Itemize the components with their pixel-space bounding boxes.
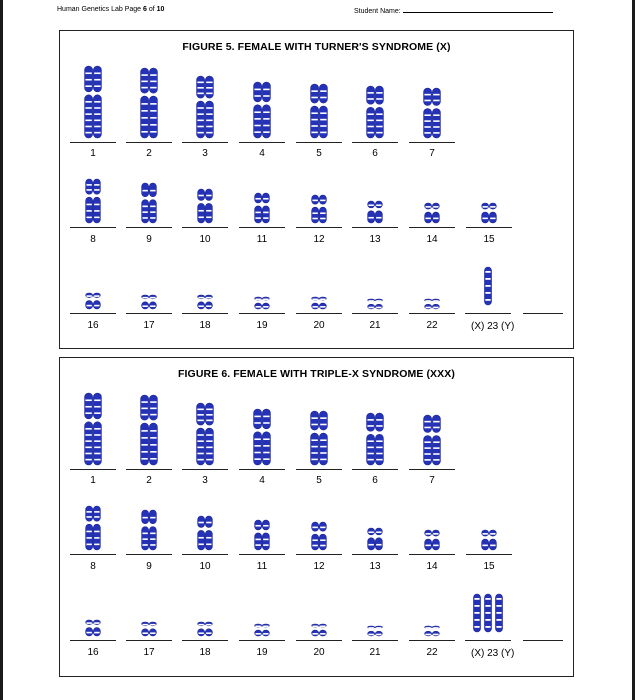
chromosome-number: 20 (313, 320, 325, 331)
sex-chromosome-label: (X) 23 (Y) (471, 648, 515, 659)
chromosome-pair-8 (70, 179, 116, 259)
student-name-field[interactable] (354, 6, 553, 15)
chromosome-baseline (239, 554, 285, 555)
chromosome-number: 2 (146, 475, 152, 486)
page-current: 6 (143, 6, 147, 13)
chromosome-baseline (296, 554, 342, 555)
chromosome-baseline (182, 640, 228, 641)
chromosome-baseline (352, 142, 398, 143)
chromosome-baseline (126, 640, 172, 641)
chromosome-pair-18 (182, 265, 228, 345)
chromosome-number: 9 (146, 561, 152, 572)
page-header-left (57, 6, 164, 13)
chromosome-baseline (239, 469, 285, 470)
chromosome-baseline (466, 554, 512, 555)
figure-6-title: FIGURE 6. FEMALE WITH TRIPLE-X SYNDROME (XXX) (178, 368, 455, 380)
page-total: 10 (156, 6, 165, 13)
chromosome-pair-3 (182, 396, 228, 476)
chromosome-baseline (296, 640, 342, 641)
chromosome-pair-14 (409, 506, 455, 586)
chromosome-pair-16 (70, 592, 116, 672)
chromosome-baseline (70, 313, 116, 314)
chromosome-pair-6 (352, 396, 398, 476)
chromosome-pair-10 (182, 179, 228, 259)
chromosome-baseline (126, 227, 172, 228)
chromosome-baseline (239, 142, 285, 143)
chromosome-number: 7 (429, 148, 435, 159)
chromosome-pair-1 (70, 69, 116, 149)
chromosome-pair-14 (409, 179, 455, 259)
chromosome-number: 22 (426, 320, 438, 331)
chromosome-pair-8 (70, 506, 116, 586)
chromosome-number: 17 (143, 647, 155, 658)
x-chromosome-group (465, 265, 511, 345)
chromosome-number: 15 (483, 234, 495, 245)
chromosome-baseline (70, 640, 116, 641)
chromosome-baseline (182, 469, 228, 470)
chromosome-number: 21 (369, 320, 381, 331)
chromosome-pair-7 (409, 396, 455, 476)
chromosome-pair-12 (296, 179, 342, 259)
chromosome-baseline (126, 554, 172, 555)
chromosome-baseline (70, 554, 116, 555)
chromosome-pair-13 (352, 506, 398, 586)
sex-chromosome-label: (X) 23 (Y) (471, 321, 515, 332)
student-name-label: Student Name: (354, 8, 401, 15)
chromosome-number: 6 (372, 148, 378, 159)
y-chromosome-baseline (523, 640, 563, 641)
chromosome-baseline (239, 227, 285, 228)
chromosome-number: 19 (256, 647, 268, 658)
figure-6-panel (59, 357, 574, 677)
chromosome-number: 9 (146, 234, 152, 245)
chromosome-number: 13 (369, 561, 381, 572)
chromosome-pair-16 (70, 265, 116, 345)
chromosome-pair-22 (409, 265, 455, 345)
chromosome-baseline (126, 142, 172, 143)
chromosome-number: 18 (199, 647, 211, 658)
chromosome-pair-13 (352, 179, 398, 259)
chromosome-number: 14 (426, 561, 438, 572)
chromosome-number: 6 (372, 475, 378, 486)
chromosome-number: 13 (369, 234, 381, 245)
chromosome-number: 1 (90, 148, 96, 159)
chromosome-pair-17 (126, 265, 172, 345)
chromosome-pair-5 (296, 69, 342, 149)
chromosome-number: 4 (259, 148, 265, 159)
chromosome-number: 10 (199, 561, 211, 572)
chromosome-number: 3 (202, 148, 208, 159)
chromosome-pair-15 (466, 506, 512, 586)
chromosome-pair-9 (126, 506, 172, 586)
chromosome-pair-4 (239, 396, 285, 476)
chromosome-baseline (182, 313, 228, 314)
chromosome-baseline (352, 554, 398, 555)
chromosome-number: 3 (202, 475, 208, 486)
chromosome-pair-21 (352, 592, 398, 672)
chromosome-number: 8 (90, 561, 96, 572)
chromosome-baseline (352, 313, 398, 314)
chromosome-baseline (296, 469, 342, 470)
chromosome-pair-2 (126, 69, 172, 149)
chromosome-baseline (70, 469, 116, 470)
chromosome-baseline (466, 227, 512, 228)
chromosome-baseline (70, 142, 116, 143)
chromosome-number: 11 (256, 234, 268, 245)
chromosome-baseline (409, 640, 455, 641)
chromosome-number: 21 (369, 647, 381, 658)
chromosome-pair-3 (182, 69, 228, 149)
sex-chromosome-baseline (465, 640, 511, 641)
chromosome-number: 22 (426, 647, 438, 658)
chromosome-baseline (409, 227, 455, 228)
chromosome-baseline (239, 313, 285, 314)
chromosome-baseline (296, 142, 342, 143)
x-chromosome-group (465, 592, 511, 672)
chromosome-number: 11 (256, 561, 268, 572)
chromosome-number: 14 (426, 234, 438, 245)
chromosome-baseline (239, 640, 285, 641)
chromosome-baseline (296, 313, 342, 314)
chromosome-baseline (126, 313, 172, 314)
chromosome-number: 18 (199, 320, 211, 331)
chromosome-baseline (70, 227, 116, 228)
student-name-line[interactable] (403, 6, 553, 13)
chromosome-pair-17 (126, 592, 172, 672)
figure-5-title: FIGURE 5. FEMALE WITH TURNER'S SYNDROME (X) (182, 41, 451, 53)
chromosome-baseline (126, 469, 172, 470)
chromosome-number: 2 (146, 148, 152, 159)
chromosome-pair-19 (239, 265, 285, 345)
chromosome-number: 1 (90, 475, 96, 486)
chromosome-baseline (352, 227, 398, 228)
chromosome-number: 15 (483, 561, 495, 572)
chromosome-pair-12 (296, 506, 342, 586)
chromosome-pair-4 (239, 69, 285, 149)
figure-5-panel (59, 30, 574, 349)
chromosome-baseline (409, 313, 455, 314)
chromosome-baseline (352, 640, 398, 641)
chromosome-pair-19 (239, 592, 285, 672)
chromosome-baseline (352, 469, 398, 470)
chromosome-pair-21 (352, 265, 398, 345)
chromosome-pair-15 (466, 179, 512, 259)
chromosome-number: 19 (256, 320, 268, 331)
sex-chromosome-baseline (465, 313, 511, 314)
chromosome-number: 16 (87, 647, 99, 658)
chromosome-pair-7 (409, 69, 455, 149)
chromosome-number: 7 (429, 475, 435, 486)
chromosome-number: 16 (87, 320, 99, 331)
chromosome-number: 4 (259, 475, 265, 486)
chromosome-pair-2 (126, 396, 172, 476)
chromosome-number: 5 (316, 148, 322, 159)
chromosome-pair-10 (182, 506, 228, 586)
chromosome-pair-9 (126, 179, 172, 259)
chromosome-number: 8 (90, 234, 96, 245)
header-of: of (146, 6, 157, 13)
chromosome-baseline (182, 227, 228, 228)
chromosome-pair-11 (239, 506, 285, 586)
chromosome-pair-20 (296, 592, 342, 672)
chromosome-pair-20 (296, 265, 342, 345)
chromosome-pair-22 (409, 592, 455, 672)
chromosome-pair-5 (296, 396, 342, 476)
chromosome-pair-1 (70, 396, 116, 476)
chromosome-number: 12 (313, 234, 325, 245)
chromosome-number: 5 (316, 475, 322, 486)
chromosome-pair-11 (239, 179, 285, 259)
chromosome-number: 12 (313, 561, 325, 572)
page-edge-left (0, 0, 3, 700)
chromosome-baseline (409, 469, 455, 470)
chromosome-number: 17 (143, 320, 155, 331)
chromosome-baseline (182, 554, 228, 555)
chromosome-baseline (409, 142, 455, 143)
chromosome-number: 20 (313, 647, 325, 658)
chromosome-pair-18 (182, 592, 228, 672)
chromosome-pair-6 (352, 69, 398, 149)
chromosome-baseline (409, 554, 455, 555)
y-chromosome-baseline (523, 313, 563, 314)
chromosome-number: 10 (199, 234, 211, 245)
chromosome-baseline (296, 227, 342, 228)
header-prefix: Human Genetics Lab Page (57, 6, 143, 13)
chromosome-baseline (182, 142, 228, 143)
